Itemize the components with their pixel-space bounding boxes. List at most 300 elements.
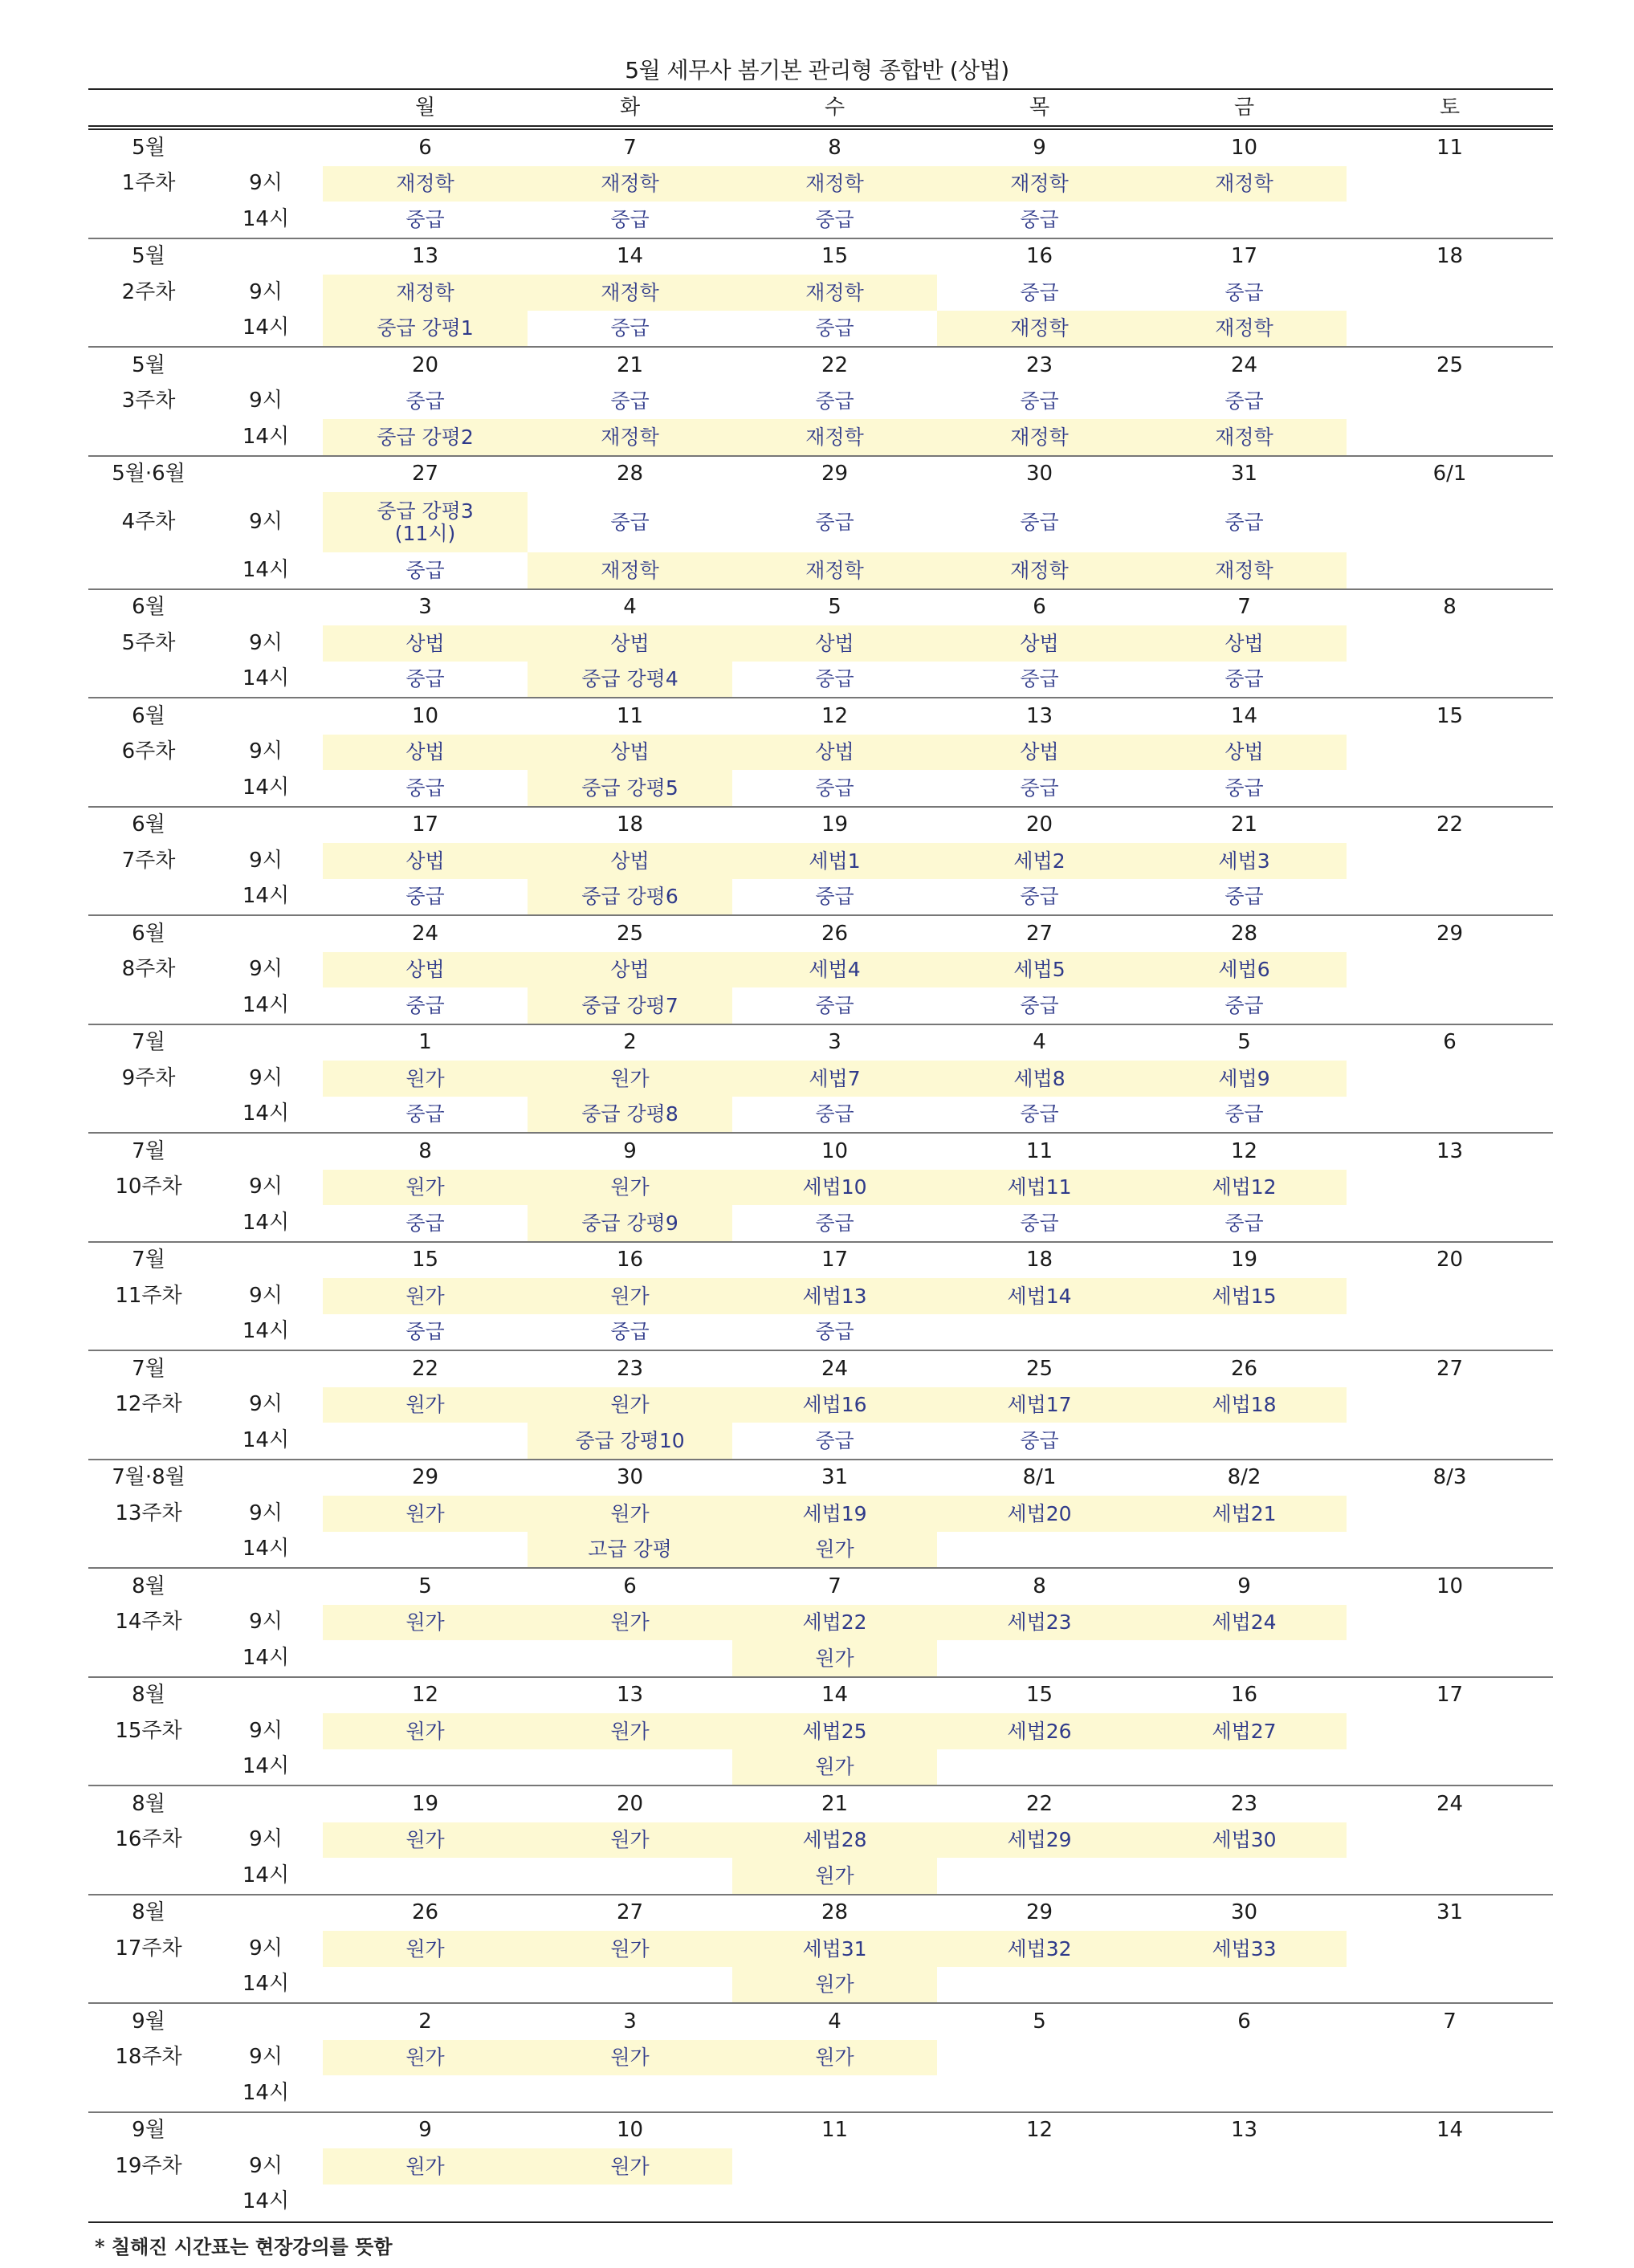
session-am-wed: 중급 [815, 510, 854, 534]
date-tue: 25 [528, 915, 732, 952]
session-am-fri: 중급 [1224, 389, 1264, 413]
time-label-morning: 9시 [249, 1610, 283, 1635]
session-am-tue: 원가 [528, 1278, 732, 1314]
session-pm-sat [1347, 2075, 1553, 2112]
date-wed: 29 [732, 456, 937, 493]
date-fri: 23 [1142, 1785, 1347, 1822]
header-blank [209, 89, 323, 128]
week-label-blank [88, 1967, 209, 2004]
week-label: 8주차 [121, 957, 176, 982]
session-pm-wed [732, 2185, 937, 2221]
session-am-sat [1347, 1387, 1553, 1423]
session-pm-wed: 원가 [732, 1640, 937, 1677]
date-sat: 25 [1347, 347, 1553, 384]
session-am-mon: 원가 [323, 1061, 528, 1097]
session-pm-thu: 중급 [1020, 207, 1059, 231]
session-am-mon: 중급 [405, 389, 445, 413]
session-am-thu: 세법26 [937, 1713, 1142, 1749]
time-label-blank [209, 128, 323, 166]
session-am-tue: 상법 [528, 735, 732, 771]
session-pm-sat [1347, 202, 1553, 238]
date-thu: 20 [937, 807, 1142, 844]
week-label-blank [88, 1858, 209, 1895]
date-mon: 15 [323, 1242, 528, 1279]
session-am-thu: 세법11 [937, 1170, 1142, 1206]
session-pm-mon: 중급 [405, 207, 445, 231]
time-label-blank [209, 1677, 323, 1714]
date-sat: 24 [1347, 1785, 1553, 1822]
time-label-afternoon: 14시 [242, 1427, 290, 1452]
time-label-morning: 9시 [249, 171, 283, 196]
session-pm-wed: 중급 [815, 1102, 854, 1126]
session-am-wed: 세법28 [732, 1822, 937, 1859]
session-pm-wed: 중급 [815, 1320, 854, 1343]
session-pm-mon: 중급 강평1 [323, 311, 528, 348]
session-pm-thu: 재정학 [937, 552, 1142, 589]
session-am-tue: 재정학 [528, 166, 732, 202]
date-fri: 31 [1142, 456, 1347, 493]
session-am-thu: 세법8 [937, 1061, 1142, 1097]
session-pm-fri: 중급 [1224, 776, 1264, 800]
session-pm-sat [1347, 1858, 1553, 1895]
session-pm-mon: 중급 [405, 1320, 445, 1343]
session-pm-mon [323, 1967, 528, 2004]
date-mon: 13 [323, 238, 528, 275]
month-label: 7월 [88, 1242, 209, 1279]
session-pm-thu: 재정학 [937, 419, 1142, 456]
date-thu: 27 [937, 915, 1142, 952]
time-label-morning: 9시 [249, 510, 283, 535]
session-pm-fri [1142, 2185, 1347, 2221]
week-date-row [88, 698, 1553, 735]
session-am-mon: 원가 [323, 1387, 528, 1423]
date-tue: 28 [528, 456, 732, 493]
session-am-tue: 원가 [528, 1496, 732, 1532]
time-label-morning: 9시 [249, 1065, 283, 1090]
date-thu: 29 [937, 1895, 1142, 1932]
date-thu: 30 [937, 456, 1142, 493]
session-am-sat [1347, 492, 1553, 552]
date-wed: 31 [732, 1460, 937, 1496]
date-thu: 23 [937, 347, 1142, 384]
afternoon-session-row [88, 1205, 1553, 1242]
session-pm-fri [1142, 1423, 1347, 1460]
session-am-wed: 중급 [815, 389, 854, 413]
session-pm-tue: 중급 강평5 [528, 770, 732, 807]
session-am-wed: 세법25 [732, 1713, 937, 1749]
month-label: 5월 [88, 347, 209, 384]
week-label: 16주차 [115, 1827, 182, 1852]
time-label-morning: 9시 [249, 2153, 283, 2178]
date-wed: 11 [732, 2112, 937, 2149]
session-pm-fri: 중급 [1224, 993, 1264, 1017]
date-tue: 10 [528, 2112, 732, 2149]
session-am-mon: 원가 [323, 1170, 528, 1206]
session-am-thu: 중급 [1020, 389, 1059, 413]
session-pm-thu [937, 1749, 1142, 1786]
date-tue: 20 [528, 1785, 732, 1822]
date-mon: 20 [323, 347, 528, 384]
date-mon: 9 [323, 2112, 528, 2149]
session-am-tue: 원가 [528, 1061, 732, 1097]
session-pm-tue: 고급 강평 [528, 1532, 732, 1569]
week-label-blank [88, 879, 209, 916]
session-am-tue: 원가 [528, 1931, 732, 1967]
morning-session-row [88, 2148, 1553, 2185]
date-sat: 6/1 [1347, 456, 1553, 493]
session-am-thu: 세법17 [937, 1387, 1142, 1423]
month-label: 7월 [88, 1133, 209, 1170]
session-am-tue: 원가 [528, 1822, 732, 1859]
session-pm-mon: 중급 [405, 1211, 445, 1235]
morning-session-row [88, 1931, 1553, 1967]
session-am-mon: 상법 [323, 952, 528, 988]
date-sat: 22 [1347, 807, 1553, 844]
morning-session-row [88, 1387, 1553, 1423]
time-label-morning: 9시 [249, 1283, 283, 1308]
session-pm-tue: 중급 강평4 [528, 662, 732, 698]
time-label-afternoon: 14시 [242, 316, 290, 340]
session-am-sat [1347, 1061, 1553, 1097]
date-thu: 25 [937, 1350, 1142, 1387]
session-am-wed: 세법22 [732, 1605, 937, 1641]
session-am-fri: 세법3 [1142, 843, 1347, 879]
date-sat: 17 [1347, 1677, 1553, 1714]
date-tue: 4 [528, 589, 732, 626]
time-label-blank [209, 1460, 323, 1496]
time-label-blank [209, 807, 323, 844]
session-pm-wed: 중급 [815, 1428, 854, 1452]
week-label-blank [88, 1749, 209, 1786]
session-am-sat [1347, 2040, 1553, 2076]
session-pm-tue: 중급 강평9 [528, 1205, 732, 1242]
session-am-thu: 세법23 [937, 1605, 1142, 1641]
time-label-morning: 9시 [249, 848, 283, 873]
date-mon: 3 [323, 589, 528, 626]
session-am-sat [1347, 1822, 1553, 1859]
session-am-fri: 재정학 [1142, 166, 1347, 202]
time-label-afternoon: 14시 [242, 992, 290, 1017]
time-label-blank [209, 347, 323, 384]
date-thu: 9 [937, 128, 1142, 166]
session-am-mon: 상법 [323, 625, 528, 662]
time-label-morning: 9시 [249, 1500, 283, 1525]
date-tue: 2 [528, 1024, 732, 1061]
session-am-wed: 세법7 [732, 1061, 937, 1097]
time-label-afternoon: 14시 [242, 2080, 290, 2105]
session-pm-fri: 중급 [1224, 1211, 1264, 1235]
morning-session-row [88, 1170, 1553, 1206]
session-am-mon: 원가 [323, 1605, 528, 1641]
week-label-blank [88, 2185, 209, 2221]
time-label-morning: 9시 [249, 739, 283, 764]
date-wed: 3 [732, 1024, 937, 1061]
date-fri: 21 [1142, 807, 1347, 844]
week-label-blank [88, 1205, 209, 1242]
session-pm-mon: 중급 [405, 667, 445, 690]
time-label-blank [209, 1568, 323, 1605]
session-am-fri: 중급 [1224, 510, 1264, 534]
month-label: 7월 [88, 1350, 209, 1387]
session-pm-sat [1347, 419, 1553, 456]
morning-session-row [88, 275, 1553, 311]
session-am-mon: 원가 [323, 2040, 528, 2076]
date-thu: 15 [937, 1677, 1142, 1714]
session-pm-fri [1142, 1749, 1347, 1786]
morning-session-row [88, 843, 1553, 879]
session-am-sat [1347, 275, 1553, 311]
date-tue: 3 [528, 2003, 732, 2040]
session-am-wed: 세법4 [732, 952, 937, 988]
session-pm-fri: 중급 [1224, 885, 1264, 908]
session-pm-tue [528, 2185, 732, 2221]
time-label-afternoon: 14시 [242, 1101, 290, 1126]
session-pm-fri [1142, 1314, 1347, 1351]
week-date-row [88, 1785, 1553, 1822]
session-am-tue: 원가 [528, 1713, 732, 1749]
session-am-fri: 세법15 [1142, 1278, 1347, 1314]
time-label-afternoon: 14시 [242, 2189, 290, 2214]
date-tue: 14 [528, 238, 732, 275]
month-label: 7월 [88, 1024, 209, 1061]
time-label-blank [209, 1895, 323, 1932]
week-label-blank [88, 419, 209, 456]
week-label-blank [88, 1423, 209, 1460]
session-pm-fri: 재정학 [1142, 311, 1347, 348]
session-am-mon: 원가 [323, 2148, 528, 2185]
week-label: 9주차 [121, 1065, 176, 1090]
session-pm-wed: 원가 [732, 1858, 937, 1895]
session-pm-tue: 재정학 [528, 552, 732, 589]
week-label: 5주차 [121, 630, 176, 655]
date-thu: 11 [937, 1133, 1142, 1170]
time-label-blank [209, 2112, 323, 2149]
session-pm-wed: 중급 [815, 993, 854, 1017]
week-label-blank [88, 202, 209, 238]
session-am-wed [732, 2148, 937, 2185]
date-thu: 22 [937, 1785, 1142, 1822]
session-am-mon [323, 492, 528, 552]
date-sat: 7 [1347, 2003, 1553, 2040]
month-label: 8월 [88, 1895, 209, 1932]
session-am-tue: 원가 [528, 1170, 732, 1206]
session-am-tue: 상법 [528, 843, 732, 879]
header-thursday: 목 [937, 89, 1142, 128]
afternoon-session-row [88, 2075, 1553, 2112]
session-pm-thu: 중급 [1020, 1428, 1059, 1452]
session-pm-fri [1142, 1532, 1347, 1569]
session-am-fri [1142, 2040, 1347, 2076]
week-label-blank [88, 552, 209, 589]
week-label: 17주차 [115, 1936, 182, 1961]
session-pm-mon [323, 1749, 528, 1786]
session-am-sat [1347, 1278, 1553, 1314]
session-am-tue: 원가 [528, 2148, 732, 2185]
session-pm-wed: 원가 [732, 1749, 937, 1786]
date-fri: 5 [1142, 1024, 1347, 1061]
session-am-wed: 세법31 [732, 1931, 937, 1967]
afternoon-session-row [88, 662, 1553, 698]
session-am-fri: 세법21 [1142, 1496, 1347, 1532]
time-label-morning: 9시 [249, 279, 283, 304]
session-am-wed: 세법1 [732, 843, 937, 879]
morning-session-row [88, 1278, 1553, 1314]
week-date-row [88, 1350, 1553, 1387]
session-am-fri: 중급 [1224, 280, 1264, 304]
time-label-blank [209, 589, 323, 626]
morning-session-row [88, 1605, 1553, 1641]
session-pm-sat [1347, 1097, 1553, 1134]
month-label: 7월·8월 [88, 1460, 209, 1496]
session-am-sat [1347, 952, 1553, 988]
session-pm-sat [1347, 987, 1553, 1024]
date-tue: 7 [528, 128, 732, 166]
date-fri: 12 [1142, 1133, 1347, 1170]
date-sat: 15 [1347, 698, 1553, 735]
time-label-afternoon: 14시 [242, 424, 290, 449]
week-label: 3주차 [121, 389, 176, 413]
time-label-afternoon: 14시 [242, 1972, 290, 1997]
time-label-afternoon: 14시 [242, 1863, 290, 1887]
session-am-thu: 중급 [1020, 280, 1059, 304]
bottom-rule [88, 2221, 1553, 2223]
date-fri: 8/2 [1142, 1460, 1347, 1496]
week-label-blank [88, 311, 209, 348]
session-pm-wed: 중급 [815, 885, 854, 908]
session-line: 중급 강평3 [377, 499, 474, 523]
session-am-mon: 상법 [323, 735, 528, 771]
session-pm-sat [1347, 1423, 1553, 1460]
session-am-fri: 세법9 [1142, 1061, 1347, 1097]
date-sat: 11 [1347, 128, 1553, 166]
session-am-tue: 중급 [610, 510, 650, 534]
session-pm-fri: 재정학 [1142, 552, 1347, 589]
date-mon: 24 [323, 915, 528, 952]
session-pm-mon: 중급 [405, 1102, 445, 1126]
date-sat: 6 [1347, 1024, 1553, 1061]
date-wed: 10 [732, 1133, 937, 1170]
session-am-tue: 중급 [610, 389, 650, 413]
time-label-afternoon: 14시 [242, 884, 290, 909]
session-pm-thu: 중급 [1020, 776, 1059, 800]
session-am-wed: 원가 [732, 2040, 937, 2076]
session-am-fri: 세법27 [1142, 1713, 1347, 1749]
week-date-row [88, 1895, 1553, 1932]
session-pm-mon [323, 1532, 528, 1569]
date-wed: 7 [732, 1568, 937, 1605]
date-mon: 2 [323, 2003, 528, 2040]
date-sat: 18 [1347, 238, 1553, 275]
session-pm-thu [937, 2185, 1142, 2221]
session-pm-mon [323, 1423, 528, 1460]
session-am-fri: 세법12 [1142, 1170, 1347, 1206]
morning-session-row [88, 1822, 1553, 1859]
time-label-blank [209, 1350, 323, 1387]
session-am-thu: 상법 [937, 735, 1142, 771]
afternoon-session-row [88, 879, 1553, 916]
session-pm-sat [1347, 1205, 1553, 1242]
week-label-blank [88, 2075, 209, 2112]
month-label: 9월 [88, 2112, 209, 2149]
week-label: 10주차 [115, 1175, 182, 1199]
date-mon: 8 [323, 1133, 528, 1170]
session-pm-tue: 중급 강평7 [528, 987, 732, 1024]
week-label: 6주차 [121, 739, 176, 764]
month-label: 6월 [88, 915, 209, 952]
session-pm-wed: 원가 [732, 1967, 937, 2004]
session-am-wed: 세법13 [732, 1278, 937, 1314]
date-fri: 9 [1142, 1568, 1347, 1605]
date-tue: 6 [528, 1568, 732, 1605]
date-fri: 10 [1142, 128, 1347, 166]
week-date-row [88, 1568, 1553, 1605]
session-am-sat [1347, 843, 1553, 879]
session-pm-tue: 중급 [610, 316, 650, 340]
date-thu: 12 [937, 2112, 1142, 2149]
session-am-sat [1347, 2148, 1553, 2185]
week-label: 11주차 [115, 1283, 182, 1308]
date-thu: 18 [937, 1242, 1142, 1279]
afternoon-session-row [88, 1532, 1553, 1569]
morning-session-row [88, 2040, 1553, 2076]
time-label-morning: 9시 [249, 1392, 283, 1417]
week-date-row [88, 1242, 1553, 1279]
session-pm-thu [937, 1314, 1142, 1351]
session-am-sat [1347, 1170, 1553, 1206]
session-pm-mon: 중급 강평2 [323, 419, 528, 456]
session-am-fri: 세법18 [1142, 1387, 1347, 1423]
header-tuesday: 화 [528, 89, 732, 128]
session-pm-tue: 재정학 [528, 419, 732, 456]
session-pm-wed [732, 2075, 937, 2112]
date-fri: 28 [1142, 915, 1347, 952]
date-thu: 8/1 [937, 1460, 1142, 1496]
session-am-sat [1347, 1496, 1553, 1532]
week-label: 4주차 [121, 510, 176, 535]
date-sat: 14 [1347, 2112, 1553, 2149]
time-label-blank [209, 1242, 323, 1279]
morning-session-row [88, 492, 1553, 552]
date-fri: 14 [1142, 698, 1347, 735]
session-pm-mon: 중급 [405, 885, 445, 908]
week-label-blank [88, 1314, 209, 1351]
date-mon: 12 [323, 1677, 528, 1714]
session-pm-fri [1142, 202, 1347, 238]
date-sat: 29 [1347, 915, 1553, 952]
week-date-row [88, 1133, 1553, 1170]
month-label: 6월 [88, 807, 209, 844]
week-date-row [88, 1460, 1553, 1496]
date-tue: 21 [528, 347, 732, 384]
session-am-mon: 원가 [323, 1496, 528, 1532]
session-am-wed: 세법16 [732, 1387, 937, 1423]
morning-session-row [88, 1713, 1553, 1749]
session-am-thu: 재정학 [937, 166, 1142, 202]
session-pm-fri [1142, 2075, 1347, 2112]
week-label-blank [88, 1097, 209, 1134]
session-am-sat [1347, 1713, 1553, 1749]
session-pm-wed: 중급 [815, 1211, 854, 1235]
session-am-thu: 세법32 [937, 1931, 1142, 1967]
time-label-afternoon: 14시 [242, 666, 290, 691]
time-label-morning: 9시 [249, 1718, 283, 1743]
week-date-row [88, 2112, 1553, 2149]
morning-session-row [88, 625, 1553, 662]
session-pm-mon: 중급 [405, 558, 445, 582]
session-am-sat [1347, 384, 1553, 420]
header-wednesday: 수 [732, 89, 937, 128]
session-am-wed: 세법19 [732, 1496, 937, 1532]
